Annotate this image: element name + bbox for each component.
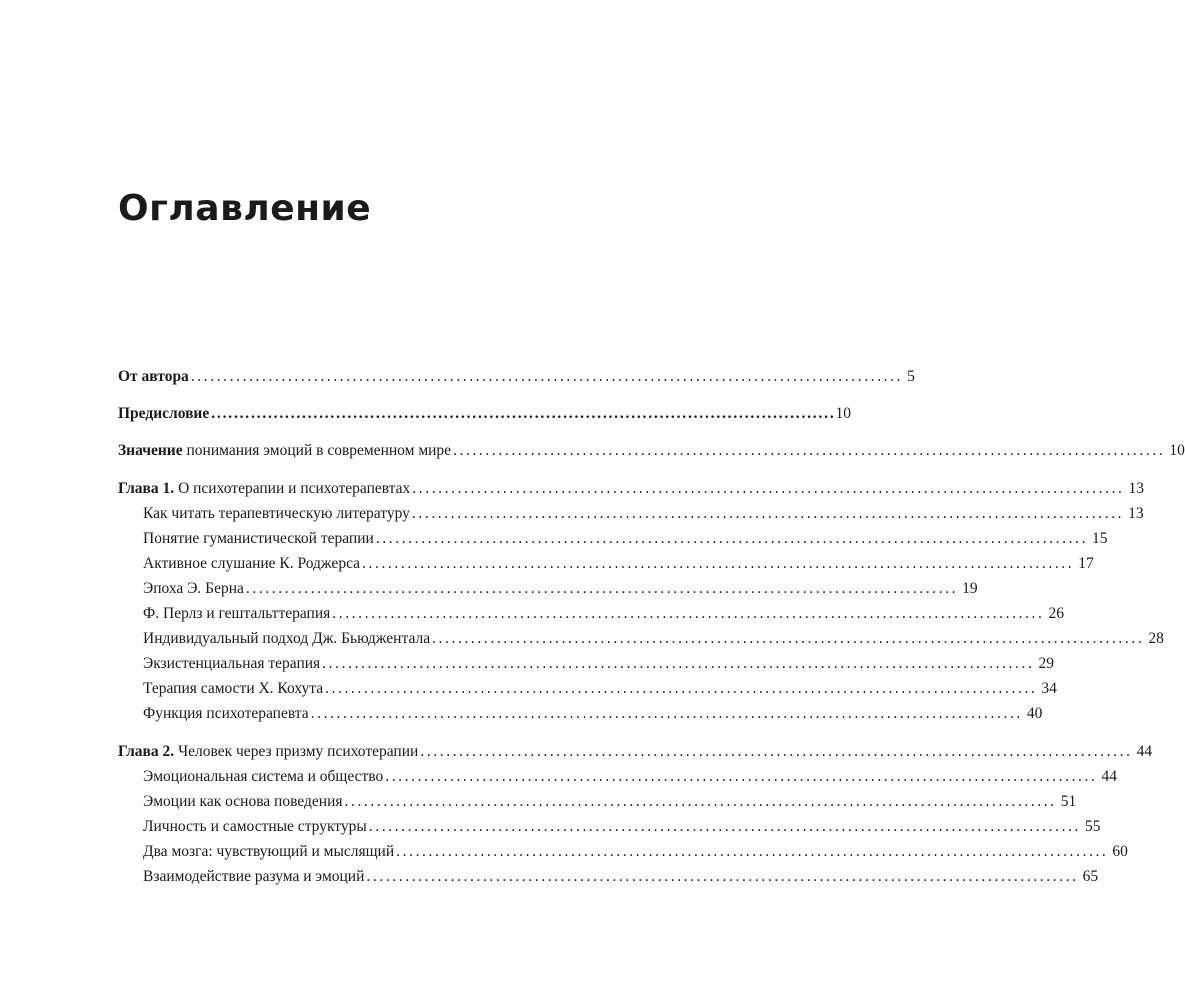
toc-leader-dots: .............................................................................................................. <box>344 793 1057 810</box>
toc-leader-dots: .............................................................................................................. <box>432 630 1145 647</box>
toc-leader-dots: .............................................................................................................. <box>420 743 1133 760</box>
toc-leader-dots: .............................................................................................................. <box>325 680 1038 697</box>
toc-entry-title: Понятие гуманистической терапии <box>143 530 374 547</box>
toc-entry-title: Глава 2. Человек через призму психотерапии <box>118 743 419 760</box>
toc-entry-title: От автора <box>118 368 189 385</box>
toc-entry-title: Значение понимания эмоций в современном мире <box>118 442 452 459</box>
toc-entry-meaning[interactable] <box>118 440 1185 462</box>
toc-leader-dots: .............................................................................................................. <box>385 768 1098 785</box>
toc-entry-title: Функция психотерапевта <box>143 705 309 722</box>
toc-leader-dots: .............................................................................................................. <box>211 405 836 422</box>
toc-subentry[interactable] <box>143 841 1128 863</box>
toc-leader-dots: .............................................................................................................. <box>411 505 1125 522</box>
toc-leader-dots: .............................................................................................................. <box>310 705 1023 722</box>
toc-page-number: 29 <box>1038 655 1054 672</box>
toc-page-number: 17 <box>1078 555 1094 572</box>
toc-entry-title: Предисловие <box>118 405 210 422</box>
toc-leader-dots: .............................................................................................................. <box>412 480 1125 497</box>
toc-page-number: 10 <box>835 405 851 422</box>
toc-subentry[interactable] <box>143 528 1108 550</box>
toc-page-number: 51 <box>1060 793 1077 810</box>
toc-entry-title: Эпоха Э. Берна <box>143 580 244 597</box>
toc-page-number: 40 <box>1026 705 1043 722</box>
toc-entry-title: Взаимодействие разума и эмоций <box>143 868 365 885</box>
toc-subentry[interactable] <box>143 653 1054 675</box>
toc-entry-title: Личность и самостные структуры <box>143 818 367 835</box>
toc-entry-title: Эмоциональная система и общество <box>143 768 384 785</box>
toc-page-number: 19 <box>962 580 978 597</box>
page-title: Оглавление <box>118 188 372 229</box>
toc-page-number: 5 <box>907 368 915 385</box>
toc-leader-dots: .............................................................................................................. <box>190 368 904 385</box>
toc-subentry[interactable] <box>143 578 978 600</box>
toc-subentry[interactable] <box>143 866 1099 888</box>
toc-chapter-2[interactable] <box>118 741 1153 763</box>
toc-page-number: 10 <box>1169 442 1185 459</box>
toc-leader-dots: .............................................................................................................. <box>366 868 1079 885</box>
toc-subentry[interactable] <box>143 603 1064 625</box>
toc-page-number: 34 <box>1041 680 1057 697</box>
toc-subentry[interactable] <box>143 703 1043 725</box>
toc-leader-dots: .............................................................................................................. <box>362 555 1075 572</box>
toc-subentry[interactable] <box>143 791 1077 813</box>
toc-subentry[interactable] <box>143 678 1057 700</box>
toc-leader-dots: .............................................................................................................. <box>396 843 1109 860</box>
toc-entry-title: Глава 1. О психотерапии и психотерапевтах <box>118 480 411 497</box>
toc-entry-title: Индивидуальный подход Дж. Бьюджентала <box>143 630 431 647</box>
toc-page-number: 44 <box>1101 768 1117 785</box>
toc-subentry[interactable] <box>143 503 1144 525</box>
toc-page-number: 65 <box>1082 868 1099 885</box>
toc-page-number: 60 <box>1112 843 1128 860</box>
toc-leader-dots: .............................................................................................................. <box>375 530 1089 547</box>
toc-subentry[interactable] <box>143 628 1164 650</box>
toc-page-number: 55 <box>1085 818 1101 835</box>
toc-subentry[interactable] <box>143 766 1117 788</box>
toc-entry-author[interactable] <box>118 366 915 388</box>
toc-leader-dots: .............................................................................................................. <box>332 605 1045 622</box>
toc-entry-title: Активное слушание К. Роджерса <box>143 555 361 572</box>
toc-leader-dots: .............................................................................................................. <box>453 442 1166 459</box>
toc-leader-dots: .............................................................................................................. <box>368 818 1082 835</box>
toc-entry-title: Терапия самости Х. Кохута <box>143 680 324 697</box>
toc-page-number: 13 <box>1128 480 1145 497</box>
toc-entry-title: Эмоции как основа поведения <box>143 793 343 810</box>
toc-page-number: 26 <box>1048 605 1064 622</box>
toc-page-number: 44 <box>1136 743 1153 760</box>
toc-entry-title: Ф. Перлз и гештальттерапия <box>143 605 331 622</box>
toc-entry-title: Два мозга: чувствующий и мыслящий <box>143 843 395 860</box>
toc-leader-dots: .............................................................................................................. <box>245 580 959 597</box>
toc-leader-dots: .............................................................................................................. <box>322 655 1035 672</box>
toc-page-number: 28 <box>1148 630 1164 647</box>
toc-page-number: 15 <box>1092 530 1108 547</box>
toc-entry-title: Экзистенциальная терапия <box>143 655 321 672</box>
toc-entry-preface[interactable] <box>118 403 851 425</box>
toc-entry-title: Как читать терапевтическую литературу <box>143 505 410 522</box>
toc-subentry[interactable] <box>143 816 1101 838</box>
toc-page-number: 13 <box>1128 505 1144 522</box>
toc-subentry[interactable] <box>143 553 1094 575</box>
toc-chapter-1[interactable] <box>118 478 1145 500</box>
